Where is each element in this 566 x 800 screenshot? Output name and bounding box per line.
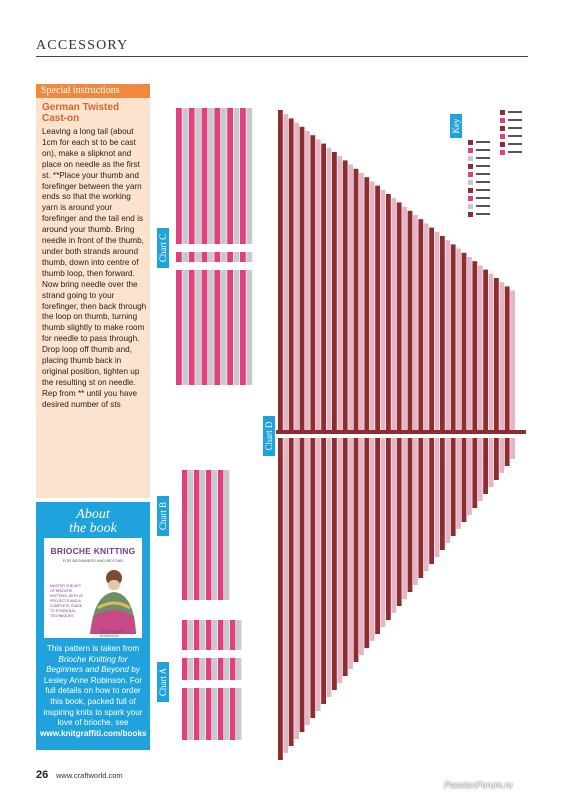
chart-c-column <box>234 108 240 244</box>
chart-d-column <box>343 160 348 432</box>
key-text-line <box>476 165 490 167</box>
key-swatch <box>468 164 473 169</box>
chart-d-column <box>391 198 396 432</box>
chart-d-column <box>310 438 315 718</box>
key-text-line <box>476 141 490 143</box>
chart-c-column <box>214 252 220 262</box>
section-heading: ACCESSORY <box>36 38 129 53</box>
key-swatch <box>500 118 505 123</box>
chart-c-column <box>208 270 214 385</box>
chart-b-column <box>206 470 211 600</box>
chart-c-column <box>182 270 188 385</box>
page-number: 26 <box>36 769 49 781</box>
chart-a-column <box>212 658 217 680</box>
chart-d-column <box>354 169 359 432</box>
chart-d-column <box>364 438 369 648</box>
chart-a-column <box>212 688 217 740</box>
chart-d-column <box>310 135 315 432</box>
chart-d-column <box>499 438 504 473</box>
key-text-line <box>508 135 522 137</box>
cast-on-instructions: Leaving a long tail (about 1cm for each st to be cast on), make a slipknot and place on needle as the first st. **Place your thumb and forefinger between the yarn ends so that the working yarn is around your forefinger and the tail end is around your thumb. Bring needle in front of the thumb, under both strands around thumb, down into centre of thumb loop, then forward. Now bring needle over the strand going to your forefinger, then back through the loop on thumb, turning thumb slightly to make room for needle to pass through. Drop loop off thumb and, placing thumb back in original position, tighten up the resulting st on needle. Rep from ** until you have desired number of sts <box>42 127 147 409</box>
key-text-line <box>476 157 490 159</box>
about-line-1: About <box>76 507 110 522</box>
chart-d-column <box>402 438 407 599</box>
chart-d-column <box>359 173 364 432</box>
chart-d-column <box>402 207 407 432</box>
chart-d-column <box>478 438 483 501</box>
chart-d-column <box>321 144 326 432</box>
book-cover-title: BRIOCHE KNITTING <box>50 546 136 556</box>
chart-c-column <box>227 108 233 244</box>
chart-d-column <box>386 438 391 620</box>
chart-c-column <box>189 252 195 262</box>
key-swatch <box>468 204 473 209</box>
book-link[interactable]: www.knitgraffiti.com/books <box>40 728 147 738</box>
chart-c-column <box>234 270 240 385</box>
chart-d-column <box>472 438 477 508</box>
chart-d-column <box>289 438 294 746</box>
chart-d-column <box>472 261 477 432</box>
chart-d-column <box>510 438 515 459</box>
chart-a-column <box>224 688 229 740</box>
chart-d-column <box>321 438 326 704</box>
chart-d-column <box>316 139 321 432</box>
chart-a-column <box>218 658 223 680</box>
chart-a-column <box>206 688 211 740</box>
chart-a-column <box>236 688 241 740</box>
chart-a-column <box>230 688 235 740</box>
chart-a-column <box>236 658 241 680</box>
chart-d-column <box>337 438 342 683</box>
chart-c-column <box>208 108 214 244</box>
key-text-line <box>476 149 490 151</box>
chart-a-column <box>182 658 187 680</box>
chart-a-column <box>194 688 199 740</box>
chart-d-column <box>283 438 288 753</box>
chart-d-column <box>332 438 337 690</box>
chart-d-column <box>300 127 305 432</box>
special-instructions-title: Special instructions <box>36 84 150 98</box>
chart-c-column <box>176 252 182 262</box>
chart-a-column <box>230 620 235 650</box>
chart-a-column <box>200 688 205 740</box>
chart-c-column <box>208 252 214 262</box>
chart-c-column <box>202 270 208 385</box>
chart-b-column <box>182 470 187 600</box>
chart-a-column <box>212 620 217 650</box>
chart-a-column <box>194 658 199 680</box>
chart-a-column <box>188 658 193 680</box>
chart-b-column <box>188 470 193 600</box>
chart-c-column <box>202 252 208 262</box>
chart-d-column <box>445 438 450 543</box>
chart-d-column <box>348 165 353 432</box>
chart-d-column <box>510 291 515 432</box>
chart-d-column <box>440 236 445 432</box>
chart-b-column <box>200 470 205 600</box>
chart-c-column <box>182 252 188 262</box>
chart-d-column <box>451 438 456 536</box>
chart-d-column <box>418 438 423 578</box>
chart-d-column <box>489 438 494 487</box>
key-text-line <box>508 151 522 153</box>
chart-c-column <box>246 252 252 262</box>
key-swatch <box>468 140 473 145</box>
chart-d-column <box>489 274 494 432</box>
chart-c-column <box>246 108 252 244</box>
chart-d-column <box>364 177 369 432</box>
chart-b-column <box>224 470 229 600</box>
chart-c-column <box>227 252 233 262</box>
key-swatch <box>500 126 505 131</box>
chart-a-column <box>188 620 193 650</box>
key-swatch <box>468 196 473 201</box>
key-label: Key <box>450 114 462 138</box>
key-text-line <box>476 189 490 191</box>
chart-d-column <box>327 148 332 432</box>
chart-c-column <box>240 108 246 244</box>
chart-a-column <box>224 658 229 680</box>
chart-c-column <box>195 252 201 262</box>
chart-d-column <box>494 438 499 480</box>
key-swatch <box>500 134 505 139</box>
chart-c-column <box>240 270 246 385</box>
chart-d-column <box>505 286 510 432</box>
chart-d-column <box>494 278 499 432</box>
chart-c-column <box>195 270 201 385</box>
chart-c-column <box>221 270 227 385</box>
watermark: PassionForum.ru <box>444 780 513 790</box>
chart-d-column <box>429 228 434 432</box>
chart-c-column <box>234 252 240 262</box>
book-text-2: by Lesley Anne Robinson. For full details on how to order this book, packed full of inspiring knits to spark your love of brioche, see <box>43 665 143 728</box>
chart-d-column <box>381 438 386 627</box>
chart-a-column <box>218 688 223 740</box>
chart-c-column <box>221 252 227 262</box>
chart-d-column <box>440 438 445 550</box>
chart-a-label: Chart A <box>157 662 169 702</box>
chart-a-column <box>188 688 193 740</box>
chart-d-column <box>478 265 483 432</box>
chart-a-column <box>194 620 199 650</box>
book-cover-author: LESLEY ANNE ROBINSON <box>100 630 124 638</box>
key-text-line <box>508 119 522 121</box>
key-text-line <box>476 213 490 215</box>
key-swatch <box>468 148 473 153</box>
chart-d-column <box>278 110 283 432</box>
chart-d-column <box>354 438 359 662</box>
key-swatch <box>500 110 505 115</box>
chart-d-column <box>375 186 380 432</box>
chart-a-column <box>230 658 235 680</box>
chart-d-column <box>483 438 488 494</box>
chart-d-column <box>370 438 375 641</box>
chart-b-column <box>218 470 223 600</box>
chart-a-column <box>206 620 211 650</box>
key-swatch <box>468 188 473 193</box>
key-swatch <box>468 156 473 161</box>
chart-d-column <box>332 152 337 432</box>
chart-c-column <box>227 270 233 385</box>
chart-c-column <box>214 108 220 244</box>
chart-b-column <box>212 470 217 600</box>
footer-url[interactable]: www.craftworld.com <box>56 771 123 780</box>
chart-c-column <box>221 108 227 244</box>
chart-a-column <box>200 658 205 680</box>
chart-d-column <box>327 438 332 697</box>
chart-d-column <box>456 438 461 529</box>
chart-d-column <box>467 438 472 515</box>
chart-d-column <box>424 438 429 571</box>
chart-a-column <box>218 620 223 650</box>
chart-d-column <box>424 223 429 432</box>
key-text-line <box>508 143 522 145</box>
key-text-line <box>508 127 522 129</box>
chart-d-column <box>294 438 299 739</box>
chart-d-column <box>300 438 305 732</box>
book-cover-blurb: MASTER THE ART OF BRIOCHE KNITTING, WITH 20 PROJECTS AND A COMPLETE GUIDE TO ESSENTIAL TECHNIQUES <box>50 584 83 618</box>
chart-d-column <box>348 438 353 669</box>
chart-d-column <box>456 249 461 432</box>
chart-d-column <box>408 438 413 592</box>
key-swatch <box>468 180 473 185</box>
chart-d-column <box>499 282 504 432</box>
book-text-1: This pattern is taken from <box>46 644 140 653</box>
book-title-em: Brioche Knitting for Beginners and Beyond <box>46 654 129 675</box>
chart-d-column <box>435 232 440 432</box>
chart-d-column <box>451 244 456 432</box>
key-text-line <box>476 173 490 175</box>
chart-d-column <box>305 438 310 725</box>
chart-d-column <box>418 219 423 432</box>
chart-d-label: Chart D <box>263 416 275 456</box>
chart-d-column <box>375 438 380 634</box>
chart-d-column <box>483 270 488 432</box>
chart-a-column <box>236 620 241 650</box>
chart-a-column <box>200 620 205 650</box>
chart-d-column <box>386 194 391 432</box>
chart-d-column <box>381 190 386 432</box>
chart-d-column <box>391 438 396 613</box>
chart-d-column <box>467 257 472 432</box>
chart-b-column <box>194 470 199 600</box>
chart-d-column <box>370 181 375 432</box>
chart-d-column <box>413 215 418 432</box>
chart-d-column <box>445 240 450 432</box>
chart-a-column <box>182 620 187 650</box>
chart-d-column <box>397 202 402 432</box>
chart-c-column <box>240 252 246 262</box>
chart-d-column <box>505 438 510 466</box>
chart-c-column <box>176 108 182 244</box>
chart-b-label: Chart B <box>157 496 169 536</box>
key-text-line <box>476 181 490 183</box>
key-text-line <box>508 111 522 113</box>
chart-d-column <box>408 211 413 432</box>
book-cover-subtitle: FOR BEGINNERS AND BEYOND <box>62 558 124 563</box>
chart-d-column <box>359 438 364 655</box>
chart-c-label: Chart C <box>157 228 169 268</box>
key-swatch <box>468 172 473 177</box>
key-text-line <box>476 205 490 207</box>
key-swatch <box>500 150 505 155</box>
chart-a-column <box>224 620 229 650</box>
chart-d-column <box>429 438 434 564</box>
chart-d-column <box>316 438 321 711</box>
chart-d-column <box>435 438 440 557</box>
chart-d-column <box>343 438 348 676</box>
chart-c-column <box>189 270 195 385</box>
cast-on-heading: German Twisted Cast-on <box>42 102 120 124</box>
chart-d-column <box>278 438 283 760</box>
chart-c-column <box>176 270 182 385</box>
chart-d-column <box>397 438 402 606</box>
chart-c-column <box>182 108 188 244</box>
chart-a-column <box>206 658 211 680</box>
chart-c-column <box>246 270 252 385</box>
chart-d-column <box>305 131 310 432</box>
key-swatch <box>468 212 473 217</box>
key-swatch <box>500 142 505 147</box>
chart-c-column <box>189 108 195 244</box>
chart-c-column <box>202 108 208 244</box>
chart-d-column <box>462 253 467 432</box>
key-text-line <box>476 197 490 199</box>
chart-a-column <box>182 688 187 740</box>
chart-d-column <box>289 118 294 432</box>
chart-d-column <box>283 114 288 432</box>
chart-d-column <box>413 438 418 585</box>
chart-c-column <box>214 270 220 385</box>
chart-c-column <box>195 108 201 244</box>
about-line-2: the book <box>69 521 117 536</box>
chart-d-column <box>337 156 342 432</box>
chart-d-column <box>294 123 299 432</box>
chart-d-band <box>276 430 526 434</box>
chart-d-column <box>462 438 467 522</box>
